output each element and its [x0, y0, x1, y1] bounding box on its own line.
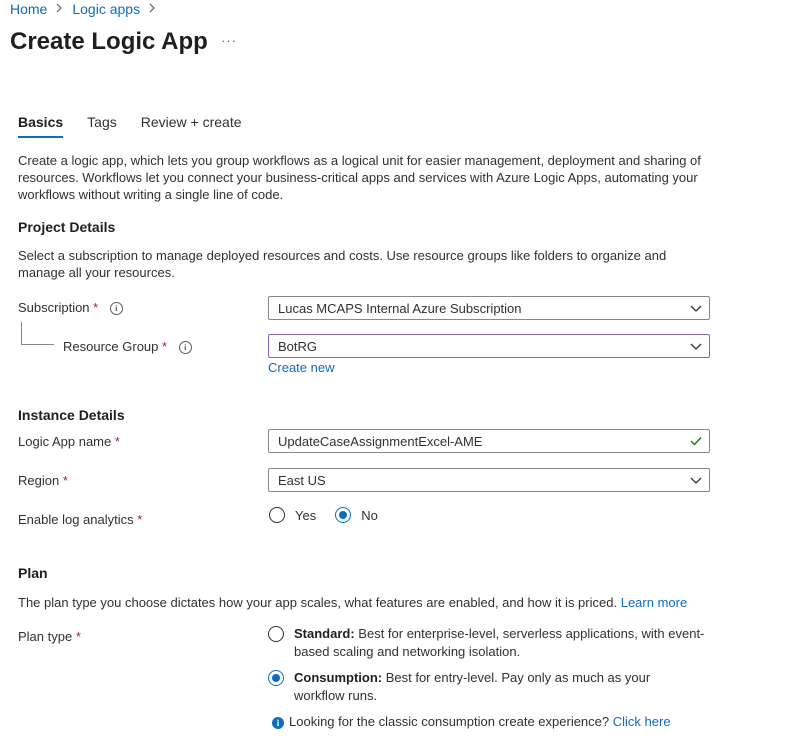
tree-connector — [21, 322, 22, 344]
tab-tags[interactable]: Tags — [87, 114, 117, 130]
subscription-value: Lucas MCAPS Internal Azure Subscription — [278, 300, 522, 316]
required-marker: * — [75, 629, 81, 644]
region-dropdown[interactable] — [268, 468, 710, 492]
page-title: Create Logic App — [10, 28, 208, 55]
instance-details-heading: Instance Details — [18, 407, 125, 423]
plan-standard-description: Best for enterprise-level, serverless applications, with event-based scaling and networking isolation. — [294, 626, 705, 659]
breadcrumb — [10, 1, 165, 17]
chevron-right-icon — [149, 3, 156, 16]
info-icon[interactable]: i — [179, 341, 192, 354]
plan-option-standard[interactable] — [268, 625, 708, 661]
plan-consumption-radio[interactable] — [268, 670, 284, 686]
learn-more-link[interactable]: Learn more — [620, 595, 688, 610]
chevron-right-icon — [56, 3, 63, 16]
breadcrumb-logic-apps[interactable]: Logic apps — [72, 1, 141, 17]
resource-group-dropdown[interactable] — [268, 334, 710, 358]
chevron-down-icon — [683, 477, 709, 484]
tab-bar — [18, 114, 242, 138]
required-marker: * — [93, 300, 99, 315]
plan-description: The plan type you choose dictates how your app scales, what features are enabled, and how it is priced. Learn more — [18, 595, 688, 610]
tab-review-create[interactable]: Review + create — [140, 114, 242, 130]
subscription-dropdown[interactable] — [268, 296, 710, 320]
plan-consumption-title: Consumption: — [294, 670, 383, 685]
region-value: East US — [278, 472, 326, 488]
chevron-down-icon — [683, 343, 709, 350]
project-details-heading: Project Details — [18, 219, 116, 235]
resource-group-label: Resource Group * i — [63, 339, 192, 354]
plan-consumption-description: Best for entry-level. Pay only as much as your workflow runs. — [294, 670, 651, 703]
intro-text: Create a logic app, which lets you group workflows as a logical unit for easier management, deployment and sharing of resources. Workflows let you connect your business-critical apps and services with Azure Logic Apps, automating your workflows without writing a single line of code. — [18, 153, 701, 202]
create-new-link[interactable]: Create new — [268, 360, 335, 375]
required-marker: * — [62, 473, 68, 488]
chevron-down-icon — [683, 305, 709, 312]
breadcrumb-home[interactable]: Home — [10, 1, 48, 17]
log-analytics-yes-radio[interactable] — [269, 507, 285, 523]
classic-experience-note: i Looking for the classic consumption create experience? Click here — [272, 714, 671, 729]
logic-app-name-input[interactable] — [268, 429, 710, 453]
plan-type-label: Plan type * — [18, 629, 81, 644]
logic-app-name-label: Logic App name * — [18, 434, 120, 449]
log-analytics-no-radio[interactable] — [335, 507, 351, 523]
log-analytics-label: Enable log analytics * — [18, 512, 143, 527]
log-analytics-radio-group — [269, 507, 378, 523]
required-marker: * — [162, 339, 168, 354]
more-options-icon[interactable]: ··· — [221, 33, 237, 48]
plan-standard-title: Standard: — [294, 626, 355, 641]
plan-standard-radio[interactable] — [268, 626, 284, 642]
plan-option-consumption[interactable] — [268, 669, 708, 705]
tree-connector — [21, 344, 54, 345]
plan-heading: Plan — [18, 565, 48, 581]
log-analytics-no-label: No — [361, 507, 378, 523]
resource-group-value: BotRG — [278, 338, 318, 354]
info-icon: i — [272, 717, 284, 729]
project-details-description: Select a subscription to manage deployed resources and costs. Use resource groups like folders to organize and manage all your resources. — [18, 248, 667, 280]
logic-app-name-value: UpdateCaseAssignmentExcel-AME — [278, 433, 483, 449]
required-marker: * — [114, 434, 120, 449]
log-analytics-yes-label: Yes — [295, 507, 317, 523]
checkmark-icon — [683, 436, 709, 446]
click-here-link[interactable]: Click here — [612, 714, 671, 729]
subscription-label: Subscription * i — [18, 300, 123, 315]
region-label: Region * — [18, 473, 68, 488]
tab-basics[interactable]: Basics — [18, 114, 63, 138]
required-marker: * — [137, 512, 143, 527]
info-icon[interactable]: i — [110, 302, 123, 315]
